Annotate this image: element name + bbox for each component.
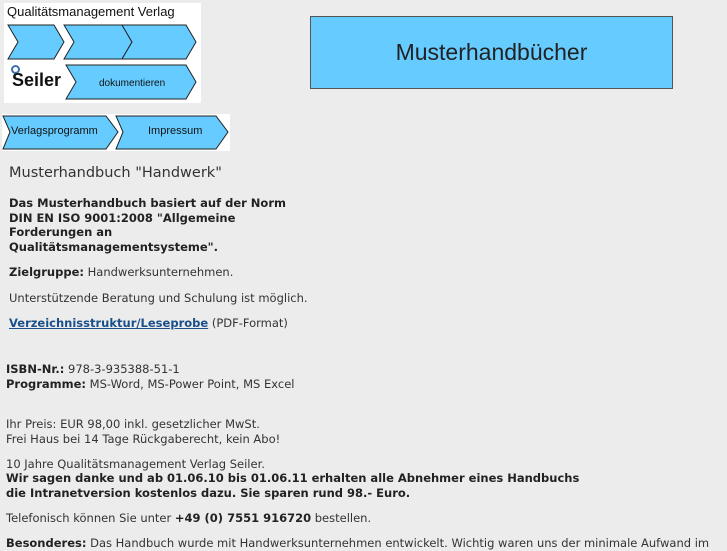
intro-line: Qualitätsmanagementsysteme".: [9, 239, 219, 254]
anniversary-line: 10 Jahre Qualitätsmanagement Verlag Seiler.: [6, 457, 265, 471]
intro-line: DIN EN ISO 9001:2008 "Allgemeine: [9, 210, 236, 225]
offer-line: die Intranetversion kostenlos dazu. Sie sparen rund 98.- Euro.: [6, 486, 411, 500]
programs-row: [6, 377, 294, 392]
sample-row: [9, 316, 288, 331]
phone-number: +49 (0) 7551 916720: [174, 511, 312, 525]
target-group-value: Handwerksunternehmen.: [83, 265, 234, 279]
logo-title: Qualitätsmanagement Verlag: [7, 4, 175, 19]
main-nav: [2, 114, 230, 151]
phone-prefix: Telefonisch können Sie unter: [6, 511, 175, 525]
programs-value: MS-Word, MS-Power Point, MS Excel: [86, 377, 295, 391]
target-group-label: Zielgruppe:: [9, 265, 84, 279]
page-title: Musterhandbuch "Handwerk": [9, 165, 222, 181]
nav-item-verlagsprogramm[interactable]: Verlagsprogramm: [11, 125, 98, 137]
nav-item-impressum[interactable]: Impressum: [148, 125, 203, 137]
intro-line: Forderungen an: [9, 225, 113, 239]
target-group: [9, 265, 233, 280]
intro-text: [9, 196, 286, 254]
special-text: Das Handbuch wurde mit Handwerksunternehmen entwickelt. Wichtig waren uns der minimale Aufwand im: [86, 536, 710, 550]
price-line: Ihr Preis: EUR 98,00 inkl. gesetzlicher MwSt.: [6, 417, 260, 431]
isbn-label: ISBN-Nr.:: [6, 362, 65, 376]
return-policy-line: Frei Haus bei 14 Tage Rückgaberecht, kein Abo!: [6, 432, 281, 446]
isbn-row: [6, 362, 180, 377]
logo-arrow-label: dokumentieren: [99, 78, 166, 89]
banner-title: Musterhandbücher: [395, 39, 588, 65]
isbn-value: 978-3-935388-51-1: [64, 362, 180, 376]
publisher-logo: [4, 3, 201, 103]
support-text: Unterstützende Beratung und Schulung ist möglich.: [9, 291, 308, 305]
logo-brand: Seiler: [12, 70, 62, 90]
sample-pdf-link[interactable]: Verzeichnisstruktur/Leseprobe: [9, 316, 209, 330]
sample-format: (PDF-Format): [208, 316, 288, 330]
offer-line: Wir sagen danke und ab 01.06.10 bis 01.06.11 erhalten alle Abnehmer eines Handbuchs: [6, 471, 580, 485]
special-row: [6, 536, 709, 551]
programs-label: Programme:: [6, 377, 87, 391]
phone-suffix: bestellen.: [311, 511, 372, 525]
intro-line: Das Musterhandbuch basiert auf der Norm: [9, 196, 286, 210]
special-label: Besonderes:: [6, 536, 87, 550]
phone-row: [6, 511, 371, 526]
page-banner: [310, 16, 673, 89]
